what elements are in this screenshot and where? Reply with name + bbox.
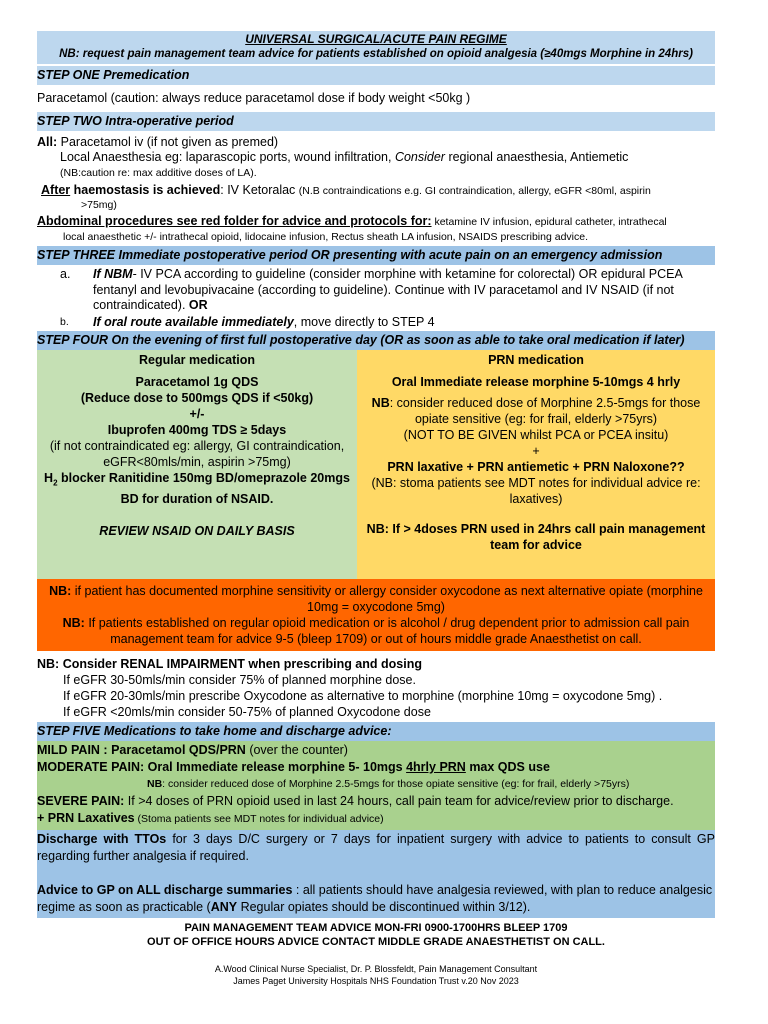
oral-route-label: If oral route available immediately: [93, 314, 294, 329]
all-text: Paracetamol iv (if not given as premed): [57, 134, 279, 149]
regular-ibuprofen: Ibuprofen 400mg TDS ≥ 5days: [107, 422, 287, 437]
prn-not-with-pca: (NOT TO BE GIVEN whilst PCA or PCEA insitu): [403, 427, 669, 442]
abdo-text: ketamine IV infusion, epidural catheter, intrathecal: [431, 216, 667, 228]
la-consider: Consider: [394, 150, 445, 164]
step-three-item-b: [37, 314, 715, 330]
renal-line-2: If eGFR 20-30mls/min prescribe Oxycodone as alternative to morphine (morphine 10mg = oxycodone 5mg) .: [63, 689, 663, 703]
warning-nb-2: NB:: [62, 616, 85, 630]
item-a-body: [83, 267, 715, 314]
prn-nb: [361, 395, 711, 427]
moderate-end: max QDS use: [465, 760, 550, 774]
prn-header: PRN medication: [488, 352, 584, 367]
credit-authors: A.Wood Clinical Nurse Specialist, Dr. P. Blossfeldt, Pain Management Consultant: [214, 964, 538, 974]
moderate-nb: [37, 776, 715, 793]
item-a-marker: a.: [60, 267, 71, 281]
pain-regime-document: [37, 31, 715, 987]
abdo-label: Abdominal procedures see red folder for advice and protocols for:: [37, 214, 432, 228]
prn-laxatives: [37, 810, 715, 828]
step-four-columns: [37, 350, 715, 580]
regular-plus-minus: +/-: [189, 406, 205, 421]
warning-dependent: [41, 615, 711, 647]
moderate-freq: 4hrly PRN: [406, 760, 466, 774]
warning-nb-1: NB:: [49, 584, 72, 598]
document-title: UNIVERSAL SURGICAL/ACUTE PAIN REGIME: [245, 32, 507, 46]
step-five-body: [37, 741, 715, 830]
renal-line-3: If eGFR <20mls/min consider 50-75% of planned Oxycodone dose: [63, 705, 431, 719]
warning-text-2: If patients established on regular opioid medication or is alcohol / drug dependent prior to admission call pain management team for advice 9-5 (bleep 1709) or out of hours middle grade Anaesthetist on call.: [84, 616, 690, 646]
moderate-label: MODERATE PAIN: Oral Immediate release morphine 5- 10mgs: [37, 760, 407, 774]
after-small: (N.B contraindications e.g. GI contraindication, allergy, eGFR <80ml, aspirin: [298, 184, 651, 197]
regular-header: Regular medication: [139, 352, 255, 367]
renal-section: [37, 651, 715, 722]
regular-reduce-dose: (Reduce dose to 500mgs QDS if <50kg): [80, 390, 314, 405]
item-b-marker: b.: [60, 315, 69, 328]
regular-contraindications: (if not contraindicated eg: allergy, GI contraindication, eGFR<80mls/min, aspirin >75mg): [49, 438, 345, 469]
step-three-heading: STEP THREE Immediate postoperative period OR presenting with acute pain on an emergency admission: [37, 246, 715, 265]
warning-text-1: if patient has documented morphine sensitivity or allergy consider oxycodone as next alternative opiate (morphine 10mg = oxycodone 5mg): [71, 584, 703, 614]
step-two-abdominal: [37, 214, 715, 230]
nbm-label: If NBM: [93, 267, 133, 281]
after-bold: haemostasis is achieved: [70, 182, 221, 197]
footer-line-1: PAIN MANAGEMENT TEAM ADVICE MON-FRI 0900-1700HRS BLEEP 1709: [184, 922, 568, 934]
nbm-text: - IV PCA according to guideline (consider morphine with ketamine for colorectal) OR epidural PCEA fentanyl and levobupivacaine (according to guideline). Continue with IV paracetamol and IV NSAID (if not contraindicated).: [93, 267, 683, 312]
gp-advice-any: ANY: [210, 900, 238, 914]
la-text: Local Anaesthesia eg: laparascopic ports, wound infiltration,: [60, 150, 395, 164]
warning-sensitivity: [41, 583, 711, 615]
footer-advice: [37, 921, 715, 949]
ttos-text: for 3 days D/C surgery or 7 days for inpatient surgery with advice to patients to consult GP regarding further analgesia if required.: [37, 832, 715, 863]
prn-laxative-line: PRN laxative + PRN antiemetic + PRN Naloxone??: [387, 459, 685, 474]
renal-line-1: If eGFR 30-50mls/min consider 75% of planned morphine dose.: [63, 673, 416, 687]
prn-call-team: NB: If > 4doses PRN used in 24hrs call pain management team for advice: [366, 521, 706, 552]
mild-pain: [37, 742, 715, 759]
after-small-2: >75mg): [81, 199, 117, 211]
prn-nb-label: NB: [371, 395, 390, 410]
regular-h2-blocker: [41, 470, 353, 508]
h2-sub: 2: [53, 478, 58, 487]
footer-line-2: OUT OF OFFICE HOURS ADVICE CONTACT MIDDLE GRADE ANAESTHETIST ON CALL.: [147, 936, 605, 948]
step-two-local-anaesthesia: [37, 150, 715, 166]
ttos-label: Discharge with TTOs: [37, 832, 167, 846]
after-word: After: [41, 182, 71, 197]
moderate-nb-label: NB: [147, 778, 163, 790]
laxatives-label: + PRN Laxatives: [37, 811, 135, 825]
after-text: : IV Ketoralac: [220, 182, 299, 197]
mild-text: (over the counter): [245, 743, 348, 757]
step-five-heading: STEP FIVE Medications to take home and discharge advice:: [37, 722, 715, 741]
moderate-nb-text: : consider reduced dose of Morphine 2.5-5mgs for those opiate sensitive (eg: for frail, elderly >75yrs): [162, 778, 630, 790]
mild-label: MILD PAIN : Paracetamol QDS/PRN: [37, 743, 246, 757]
regular-paracetamol: Paracetamol 1g QDS: [135, 374, 259, 389]
la-note: (NB:caution re: max additive doses of LA).: [60, 166, 257, 179]
renal-heading: NB: Consider RENAL IMPAIRMENT when prescribing and dosing: [37, 657, 422, 671]
oral-route-text: , move directly to STEP 4: [293, 314, 435, 329]
prn-medication-column: [357, 350, 715, 580]
prn-nb-text: : consider reduced dose of Morphine 2.5-5mgs for those opiate sensitive (eg: for frail, elderly >75yrs): [389, 395, 701, 426]
h2-h: H: [44, 470, 54, 485]
prn-morphine: Oral Immediate release morphine 5-10mgs 4 hrly: [391, 374, 681, 389]
severe-label: SEVERE PAIN:: [37, 794, 125, 808]
severe-text: If >4 doses of PRN opioid used in last 24 hours, call pain team for advice/review prior to discharge.: [124, 794, 674, 808]
prn-plus: +: [532, 443, 540, 458]
severe-pain: [37, 793, 715, 810]
gp-advice-label: Advice to GP on ALL discharge summaries: [37, 883, 293, 897]
step-two-heading: STEP TWO Intra-operative period: [37, 112, 715, 131]
discharge-ttos: [37, 831, 715, 865]
step-four-heading: STEP FOUR On the evening of first full postoperative day (OR as soon as able to take oral medication if later): [37, 331, 715, 350]
prn-stoma-note: (NB: stoma patients see MDT notes for individual advice re: laxatives): [371, 475, 701, 506]
step-two-all: [37, 135, 715, 151]
gp-advice-text: : all patients should have analgesia reviewed, with plan to reduce analgesic regime as soon as practicable (: [37, 883, 713, 914]
all-label: All:: [37, 134, 58, 149]
credit-trust: James Paget University Hospitals NHS Foundation Trust v.20 Nov 2023: [233, 976, 519, 986]
h2-text: blocker Ranitidine 150mg BD/omeprazole 20mgs BD for duration of NSAID.: [57, 470, 350, 506]
step-one-heading: STEP ONE Premedication: [37, 66, 715, 85]
header-note: NB: request pain management team advice for patients established on opioid analgesia (≥40mgs Morphine in 24hrs): [59, 48, 693, 60]
header-band: [37, 31, 715, 64]
step-two-haemostasis: [37, 183, 715, 200]
step-three-item-a: [37, 267, 715, 314]
step-one-text: Paracetamol (caution: always reduce paracetamol dose if body weight <50kg ): [37, 91, 471, 105]
moderate-pain: [37, 759, 715, 776]
or-label: OR: [188, 298, 208, 312]
review-nsaid: REVIEW NSAID ON DAILY BASIS: [99, 524, 295, 538]
document-credits: [37, 963, 715, 987]
discharge-section: [37, 830, 715, 918]
la-text-end: regional anaesthesia, Antiemetic: [444, 150, 629, 164]
item-b-body: [83, 314, 435, 330]
laxatives-text: (Stoma patients see MDT notes for individual advice): [134, 813, 384, 825]
abdo-text-2: local anaesthetic +/- intrathecal opioid, lidocaine infusion, Rectus sheath LA infusion, NSAIDS prescribing advice.: [63, 231, 589, 243]
gp-advice-end: Regular opiates should be discontinued within 3/12).: [237, 900, 531, 914]
discharge-gp-advice: [37, 882, 715, 916]
regular-medication-column: [37, 350, 357, 580]
opioid-warning-band: [37, 579, 715, 651]
